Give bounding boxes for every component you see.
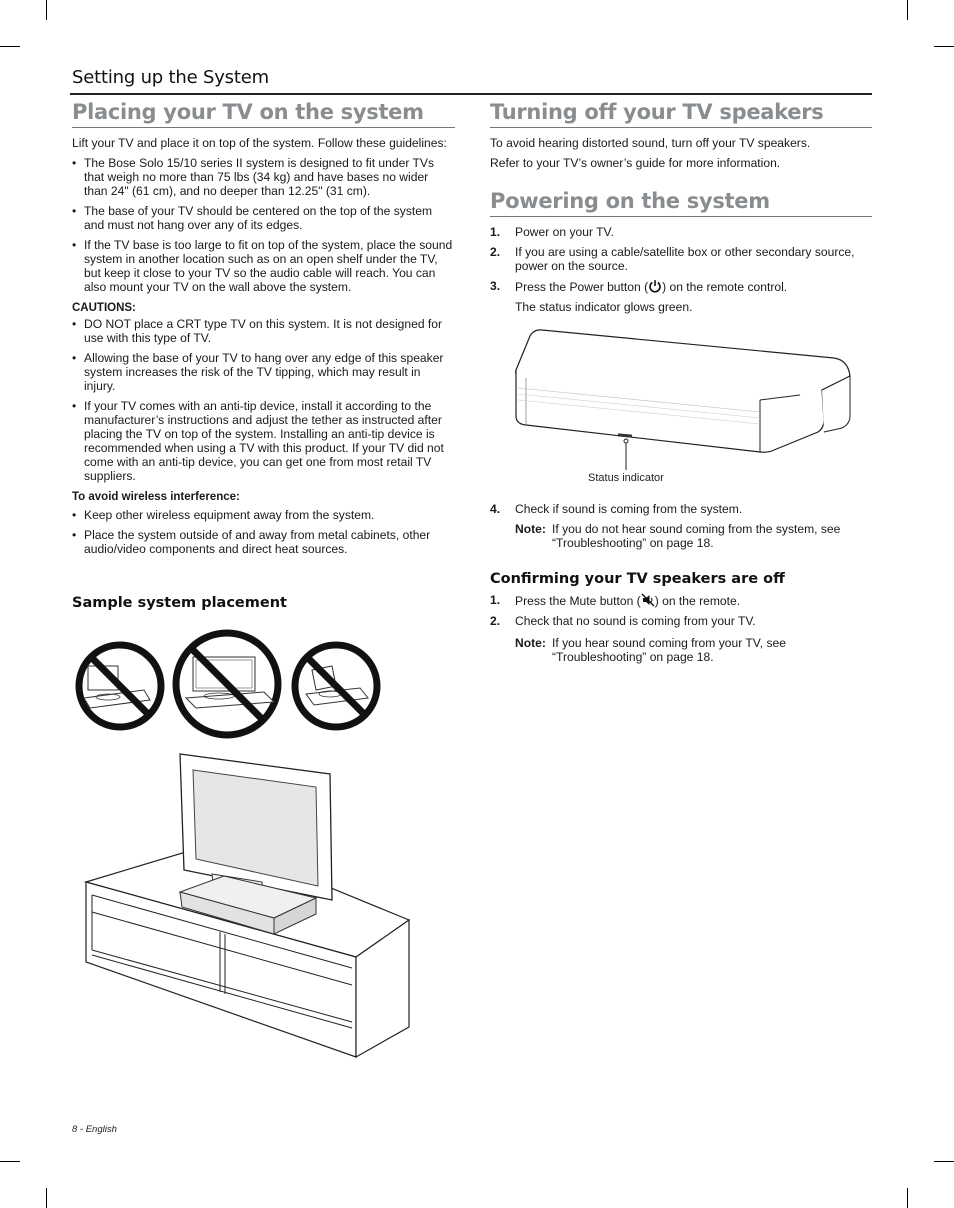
note xyxy=(490,636,872,664)
crop-mark xyxy=(907,0,908,20)
step-text: Power on your TV. xyxy=(515,225,614,239)
confirm-steps-list xyxy=(490,593,872,628)
crop-mark xyxy=(46,0,47,20)
power-icon xyxy=(648,279,662,293)
list-item: • Keep other wireless equipment away from the system. xyxy=(72,508,455,522)
crop-mark xyxy=(907,1188,908,1208)
speakers-text: To avoid hearing distorted sound, turn off your TV speakers. xyxy=(490,136,811,150)
step-number: 3. xyxy=(490,279,501,293)
intro-text: Lift your TV and place it on top of the system. Follow these guidelines: xyxy=(72,136,447,150)
step-number: 1. xyxy=(490,225,501,239)
cautions-label: CAUTIONS: xyxy=(72,302,136,314)
step-number: 1. xyxy=(490,593,501,607)
speakers-text: Refer to your TV’s owner’s guide for more information. xyxy=(490,156,781,170)
tv-cabinet-illustration xyxy=(84,752,414,1062)
list-item: • DO NOT place a CRT type TV on this system. It is not designed for use with this type of TV. xyxy=(72,317,455,345)
page-footer: 8 - English xyxy=(72,1124,117,1135)
right-lower-column xyxy=(490,496,872,664)
crop-mark xyxy=(46,1188,47,1208)
list-item: • The base of your TV should be centered on the top of the system and must not hang over any of its edges. xyxy=(72,204,455,232)
list-item xyxy=(490,502,872,516)
status-indicator-label: Status indicator xyxy=(588,472,664,484)
placement-examples-illustration xyxy=(74,628,464,743)
list-item xyxy=(490,279,872,294)
placement-heading: Sample system placement xyxy=(72,595,287,611)
crop-mark xyxy=(934,1161,954,1162)
wireless-label: To avoid wireless interference: xyxy=(72,491,240,503)
list-item: • Allowing the base of your TV to hang over any edge of this speaker system increases the risk of the TV tipping, which may result in injury. xyxy=(72,351,455,393)
step-text: If you are using a cable/satellite box or other secondary source, power on the source. xyxy=(515,245,855,273)
left-column xyxy=(72,100,455,556)
list-item xyxy=(490,593,872,608)
step3-subtext: The status indicator glows green. xyxy=(515,300,693,314)
list-item xyxy=(490,614,872,628)
prohibited-icon xyxy=(79,645,161,727)
step-number: 2. xyxy=(490,245,501,259)
list-item: • Place the system outside of and away from metal cabinets, other audio/video components and direct heat sources. xyxy=(72,528,455,556)
list-item: • If the TV base is too large to fit on top of the system, place the sound system in another location such as on an open shelf under the TV, but keep it close to your TV so the audio cable will reach. You can also mount your TV on the wall above the system. xyxy=(72,238,455,294)
list-item xyxy=(490,245,872,273)
list-item: • If your TV comes with an anti-tip device, install it according to the manufacturer’s instructions and adjust the tether as instructed after placing the TV on top of the system. Installing an anti-tip device is recommended when using a TV with this product. If your TV did not come with an anti-tip device, you can get one from most retail TV suppliers. xyxy=(72,399,455,483)
list-item: • The Bose Solo 15/10 series II system is designed to fit under TVs that weigh no more than 75 lbs (34 kg) and have bases no wider than 24" (61 cm), and no deeper than 12.25" (31 cm). xyxy=(72,156,455,198)
soundbar-illustration xyxy=(512,324,864,490)
step-text: ) on the remote control. xyxy=(662,280,788,294)
mute-icon xyxy=(641,593,655,607)
section-title: Setting up the System xyxy=(72,67,269,88)
heading-rule xyxy=(490,216,872,217)
note-label: Note: xyxy=(515,522,546,536)
crop-mark xyxy=(0,1161,20,1162)
prohibited-icon xyxy=(176,633,278,735)
power-steps-continued xyxy=(490,502,872,516)
prohibited-icon xyxy=(295,645,377,727)
list-item xyxy=(490,225,872,239)
step-text: Press the Mute button ( xyxy=(515,594,641,608)
step-text: ) on the remote. xyxy=(654,594,741,608)
note-text: If you hear sound coming from your TV, see “Troubleshooting” on page 18. xyxy=(552,636,786,664)
guidelines-list xyxy=(72,156,455,294)
confirm-heading: Confirming your TV speakers are off xyxy=(490,571,785,587)
right-column xyxy=(490,100,872,314)
crop-mark xyxy=(0,46,20,47)
cautions-list xyxy=(72,317,455,483)
step-number: 4. xyxy=(490,502,501,516)
step-text: Press the Power button ( xyxy=(515,280,649,294)
powering-heading: Powering on the system xyxy=(490,189,770,213)
step-number: 2. xyxy=(490,614,501,628)
wireless-list xyxy=(72,508,455,556)
step-text: Check that no sound is coming from your TV. xyxy=(515,614,756,628)
note-label: Note: xyxy=(515,636,546,650)
note-text: If you do not hear sound coming from the system, see “Troubleshooting” on page 18. xyxy=(552,522,841,550)
heading-rule xyxy=(72,127,455,128)
step-text: Check if sound is coming from the system. xyxy=(515,502,743,516)
power-steps-list xyxy=(490,225,872,294)
crop-mark xyxy=(934,46,954,47)
placing-heading: Placing your TV on the system xyxy=(72,100,424,124)
note xyxy=(490,522,872,550)
speakers-heading: Turning off your TV speakers xyxy=(490,100,824,124)
header-rule xyxy=(70,93,872,95)
heading-rule xyxy=(490,127,872,128)
